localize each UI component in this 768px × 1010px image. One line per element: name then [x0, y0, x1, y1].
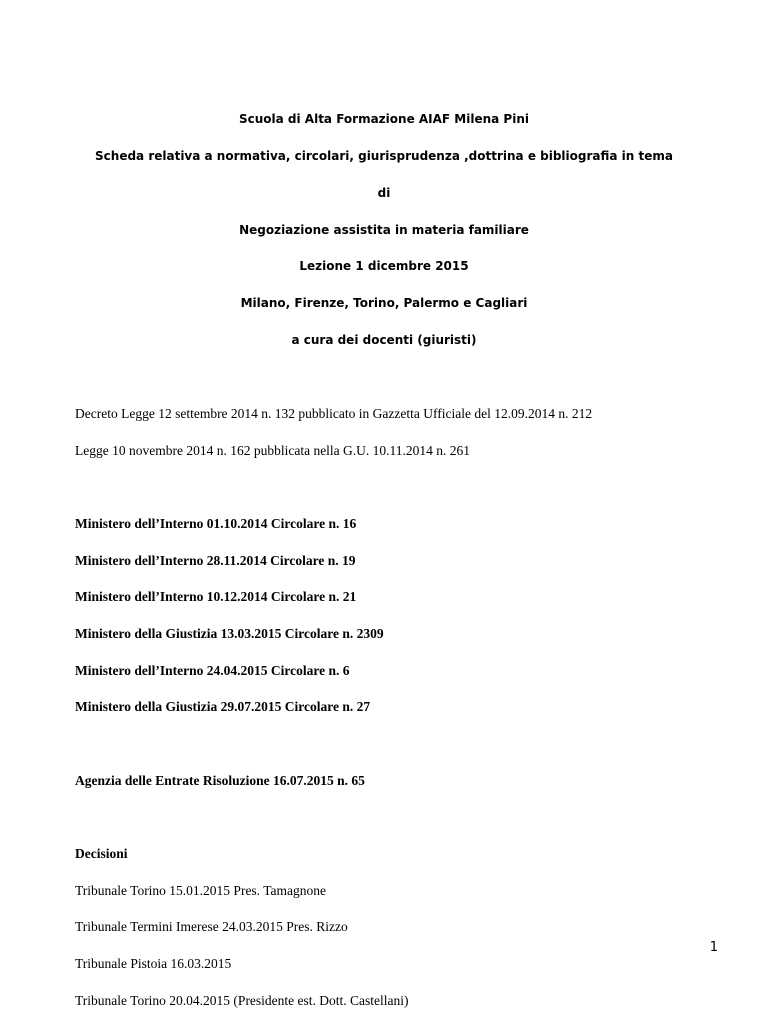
- circolare-item: Ministero della Giustizia 29.07.2015 Circolare n. 27: [75, 699, 371, 714]
- cities-line: Milano, Firenze, Torino, Palermo e Cagliari: [240, 296, 528, 310]
- scheda-title: Scheda relativa a normativa, circolari, giurisprudenza ,dottrina e bibliografia in tema: [95, 149, 673, 163]
- lesson-date: Lezione 1 dicembre 2015: [299, 259, 469, 273]
- circolare-item: Ministero della Giustizia 13.03.2015 Circolare n. 2309: [75, 626, 384, 641]
- circolare-item: Ministero dell’Interno 28.11.2014 Circolare n. 19: [75, 553, 356, 568]
- circolare-item: Ministero dell’Interno 01.10.2014 Circolare n. 16: [75, 516, 357, 531]
- topic-title: Negoziazione assistita in materia familiare: [239, 223, 529, 237]
- circolare-item: Ministero dell’Interno 24.04.2015 Circolare n. 6: [75, 663, 350, 678]
- curators-line: a cura dei docenti (giuristi): [291, 333, 477, 347]
- law-item: Legge 10 novembre 2014 n. 162 pubblicata nella G.U. 10.11.2014 n. 261: [75, 443, 471, 458]
- circolare-item: Ministero dell’Interno 10.12.2014 Circolare n. 21: [75, 589, 357, 604]
- decisione-item: Tribunale Torino 20.04.2015 (Presidente est. Dott. Castellani): [75, 993, 409, 1008]
- risoluzione-line: Agenzia delle Entrate Risoluzione 16.07.2015 n. 65: [75, 773, 365, 788]
- decisione-item: Tribunale Termini Imerese 24.03.2015 Pres. Rizzo: [75, 919, 348, 934]
- page-number: 1: [709, 940, 718, 955]
- law-item: Decreto Legge 12 settembre 2014 n. 132 pubblicato in Gazzetta Ufficiale del 12.09.2014 n. 212: [75, 406, 593, 421]
- decisioni-heading: Decisioni: [75, 846, 128, 861]
- di-line: di: [377, 186, 391, 200]
- decisione-item: Tribunale Torino 15.01.2015 Pres. Tamagnone: [75, 883, 326, 898]
- school-title: Scuola di Alta Formazione AIAF Milena Pini: [238, 112, 529, 126]
- decisione-item: Tribunale Pistoia 16.03.2015: [75, 956, 232, 971]
